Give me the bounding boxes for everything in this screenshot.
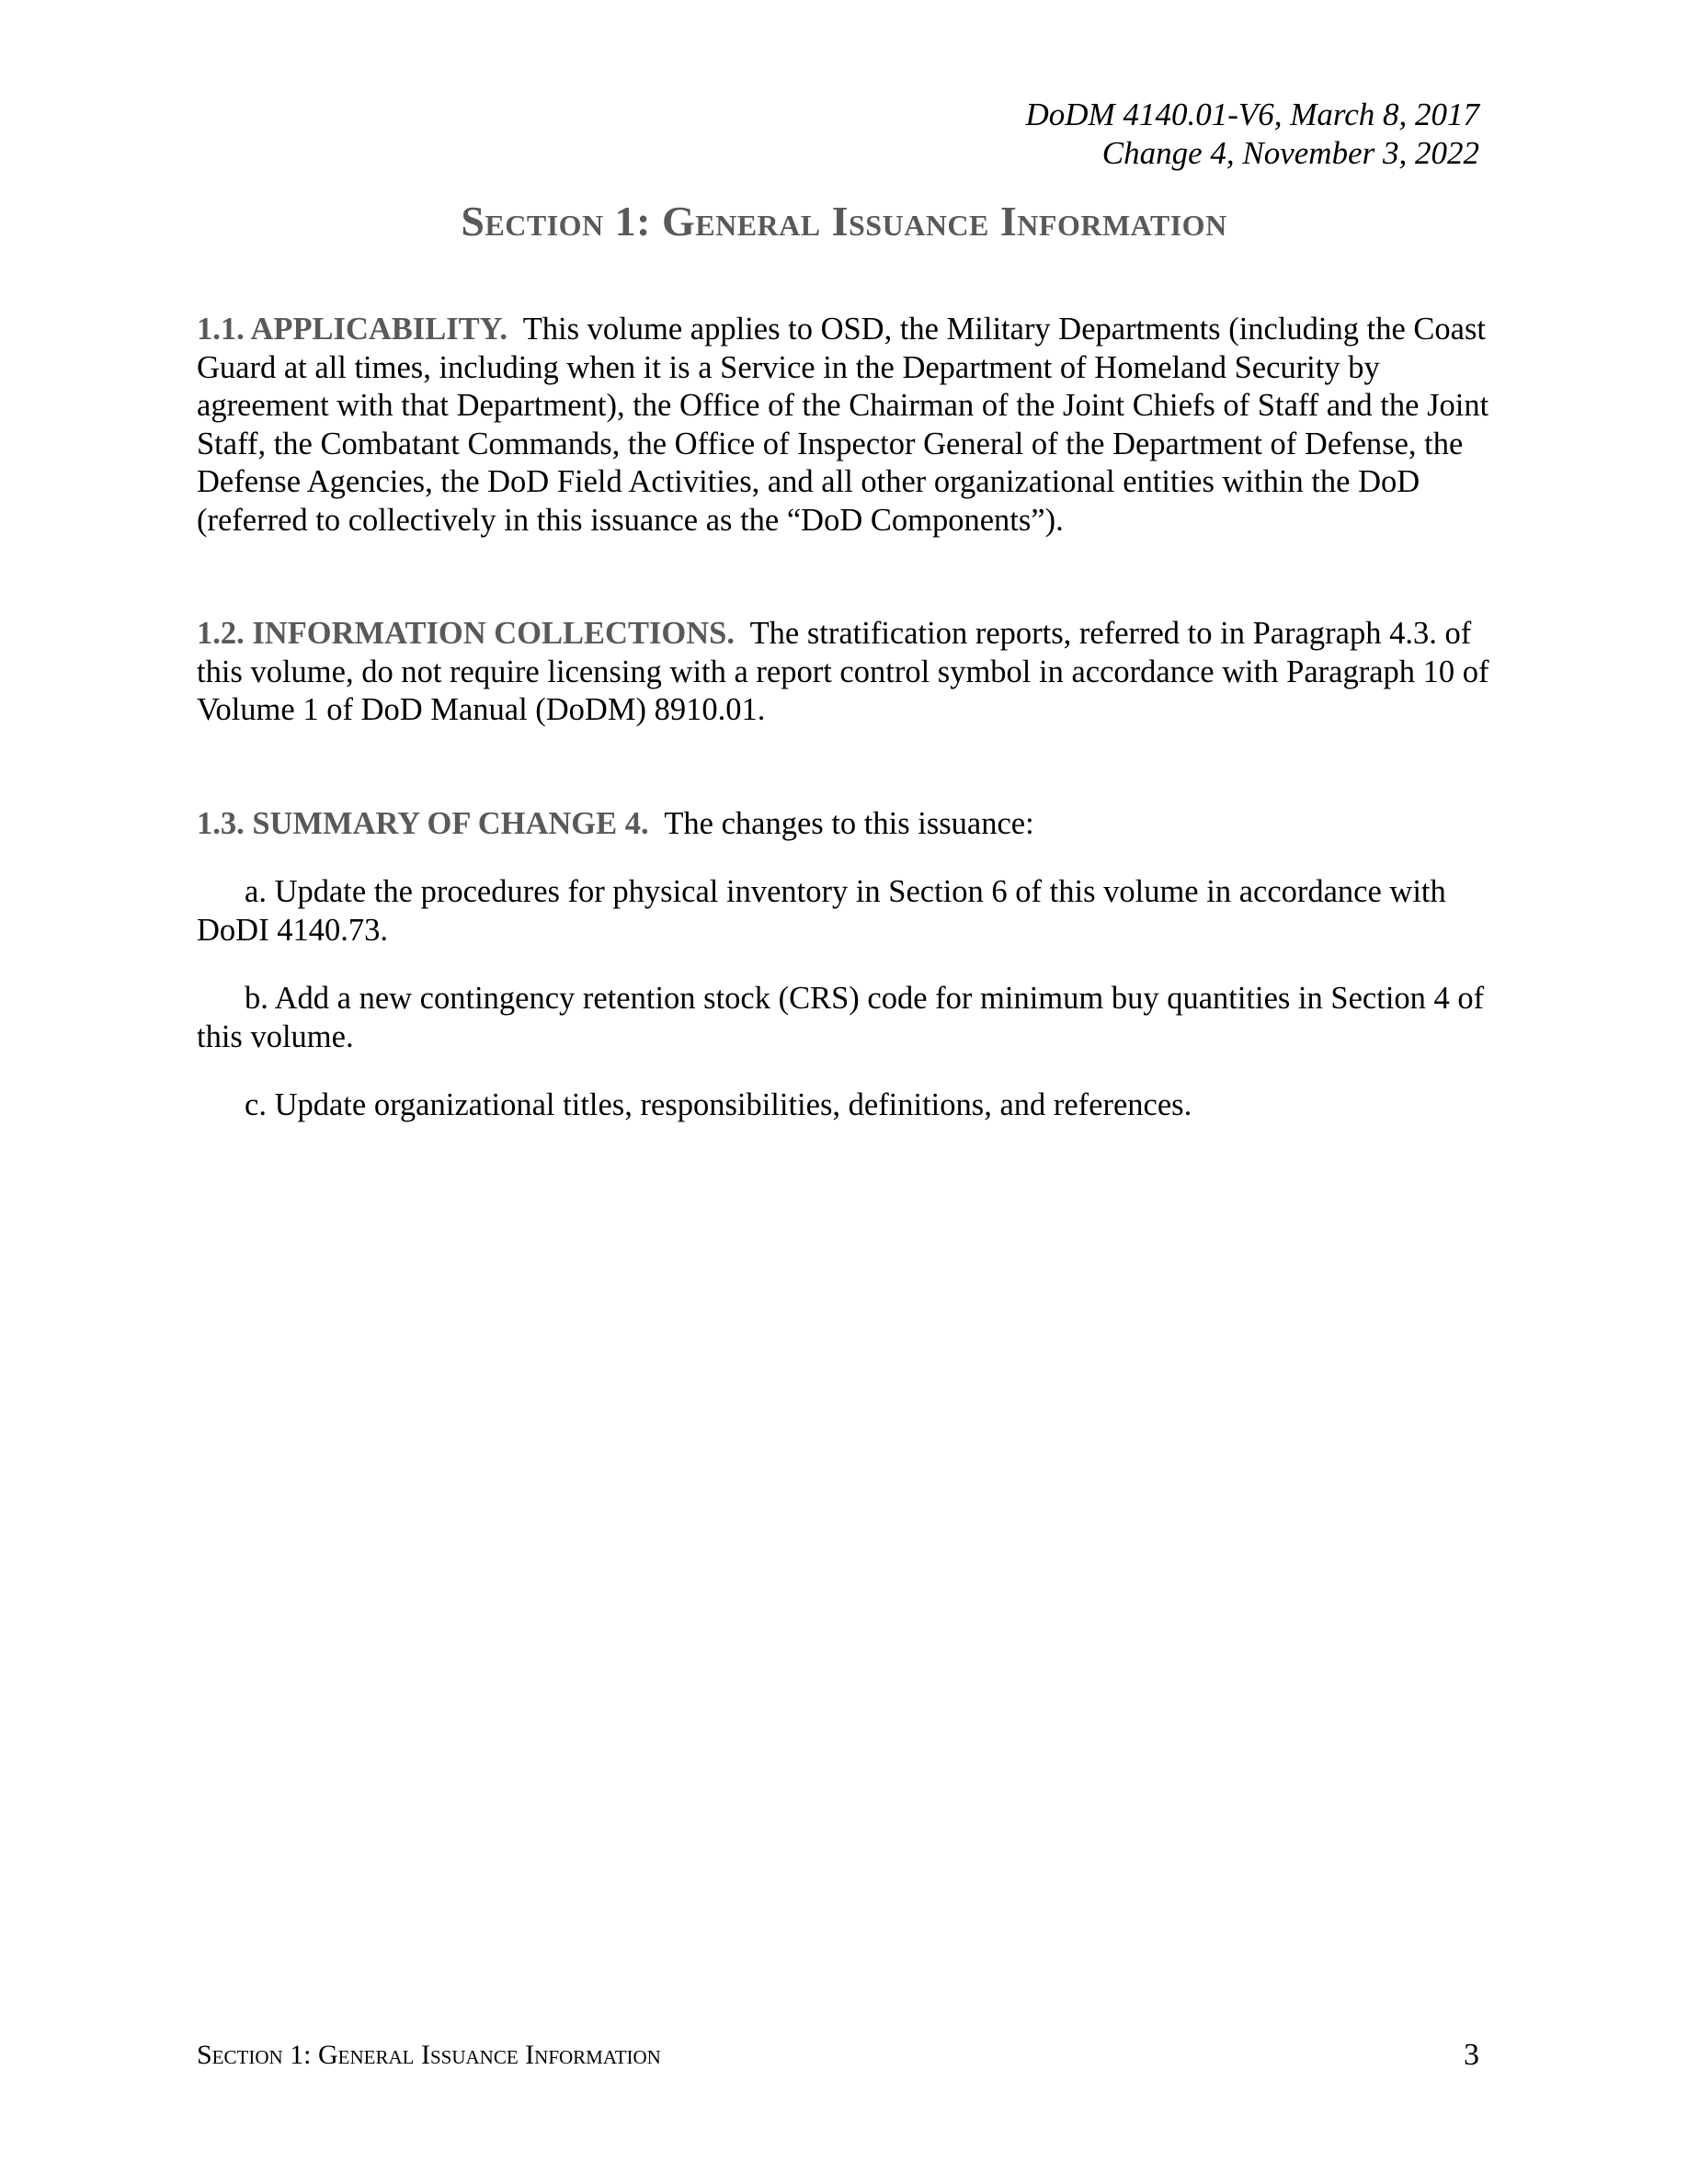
document-body: [197, 311, 1493, 1155]
header-change-date: Change 4, November 3, 2022: [1101, 135, 1479, 171]
paragraph-text: The stratification reports, referred to in Paragraph 4.3. of this volume, do not require licensing with a report control symbol in accordance with Paragraph 10 of Volume 1 of DoD Manual (DoDM) 8910.01.: [197, 616, 1489, 727]
paragraph-summary-of-change: [197, 805, 1493, 844]
section-title: Section 1: General Issuance Information: [461, 198, 1227, 245]
change-item-a: a. Update the procedures for physical inventory in Section 6 of this volume in accordance with DoDI 4140.73.: [197, 874, 1446, 948]
page-number: 3: [1464, 2038, 1479, 2072]
paragraph-text: This volume applies to OSD, the Military Departments (including the Coast Guard at all times, including when it is a Service in the Department of Homeland Security by agreement with that Department), the Office of the Chairman of the Joint Chiefs of Staff and the Joint Staff, the Combatant Commands, the Office of Inspector General of the Department of Defense, the Defense Agencies, the DoD Field Activities, and all other organizational entities within the DoD (referred to collectively in this issuance as the “DoD Components”).: [197, 312, 1489, 538]
change-item-c: c. Update organizational titles, responsibilities, definitions, and references.: [245, 1087, 1192, 1122]
paragraph-heading: 1.1. APPLICABILITY.: [197, 312, 508, 347]
document-header: [1025, 96, 1479, 173]
paragraph-text: The changes to this issuance:: [664, 805, 1034, 841]
paragraph-applicability: [197, 311, 1493, 540]
paragraph-heading: 1.3. SUMMARY OF CHANGE 4.: [197, 805, 649, 841]
change-item-b: b. Add a new contingency retention stock (CRS) code for minimum buy quantities in Section 4 of this volume.: [197, 981, 1485, 1054]
header-document-id: DoDM 4140.01-V6, March 8, 2017: [1025, 97, 1479, 132]
paragraph-information-collections: [197, 615, 1493, 730]
paragraph-heading: 1.2. INFORMATION COLLECTIONS.: [197, 616, 735, 651]
footer-section-title: Section 1: General Issuance Information: [197, 2040, 661, 2070]
